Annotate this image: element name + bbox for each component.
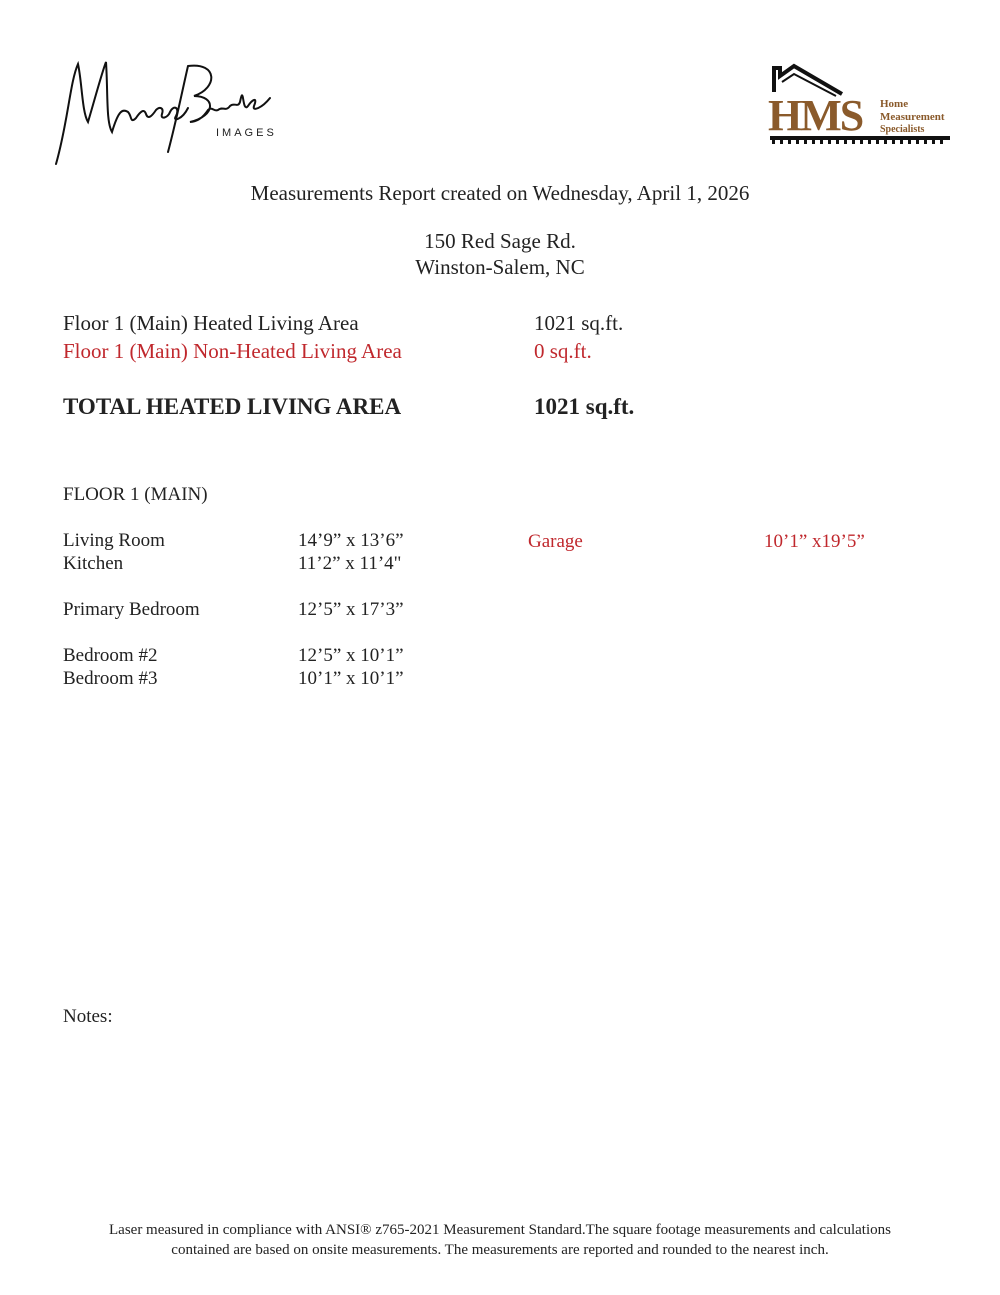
room-dimensions: 10’1” x 10’1” <box>298 668 404 689</box>
room-dimensions: 11’2” x 11’4" <box>298 553 402 574</box>
hms-name-line1: Home <box>880 98 909 110</box>
hms-abbreviation: HMS <box>768 91 863 140</box>
notes-label: Notes: <box>63 1006 113 1027</box>
total-heated-area-value: 1021 sq.ft. <box>534 394 635 419</box>
room-dimensions: 12’5” x 17’3” <box>298 599 404 620</box>
heated-area-value: 1021 sq.ft. <box>534 311 624 335</box>
footer-line-2: contained are based on onsite measurements. The measurements are reported and rounded to the nearest inch. <box>171 1242 829 1258</box>
room-dimensions: 12’5” x 10’1” <box>298 645 404 666</box>
report-title: Measurements Report created on Wednesday, April 1, 2026 <box>250 181 750 205</box>
hms-company-logo <box>766 62 956 146</box>
room-name: Living Room <box>63 530 165 551</box>
room-name: Primary Bedroom <box>63 599 200 620</box>
signature-images-text: IMAGES <box>216 127 277 139</box>
photographer-signature-logo <box>48 52 278 172</box>
property-address <box>0 228 1000 280</box>
total-heated-area-label: TOTAL HEATED LIVING AREA <box>63 394 402 419</box>
nonheated-area-label: Floor 1 (Main) Non-Heated Living Area <box>63 339 402 363</box>
footer-line-1: Laser measured in compliance with ANSI® z765-2021 Measurement Standard.The square footage measurements and calculations <box>109 1222 891 1238</box>
garage-dimensions: 10’1” x19’5” <box>764 531 865 552</box>
address-line-2: Winston-Salem, NC <box>415 255 585 279</box>
heated-area-label: Floor 1 (Main) Heated Living Area <box>63 311 359 335</box>
compliance-footer <box>0 1220 1000 1260</box>
hms-name-line3: Specialists <box>880 124 925 135</box>
floor-section-title: FLOOR 1 (MAIN) <box>63 484 208 505</box>
room-name: Bedroom #2 <box>63 645 158 666</box>
nonheated-area-value: 0 sq.ft. <box>534 339 592 363</box>
garage-name: Garage <box>528 531 583 552</box>
room-name: Bedroom #3 <box>63 668 158 689</box>
address-line-1: 150 Red Sage Rd. <box>424 229 576 253</box>
hms-name-line2: Measurement <box>880 111 945 123</box>
room-dimensions: 14’9” x 13’6” <box>298 530 404 551</box>
room-name: Kitchen <box>63 553 124 574</box>
